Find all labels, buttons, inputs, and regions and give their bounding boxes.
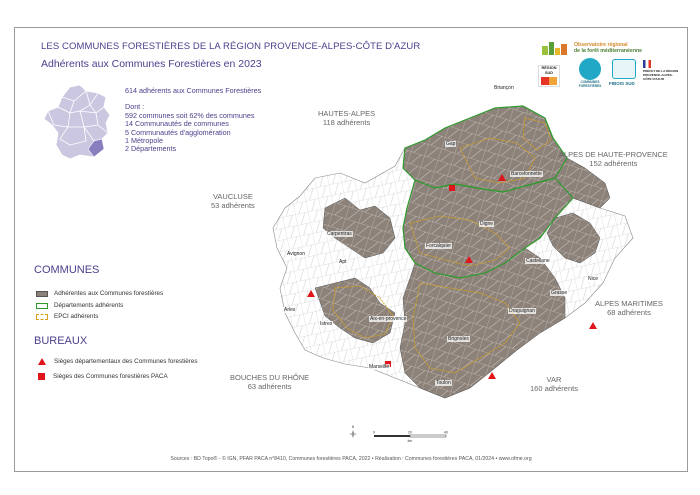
city-label-nice: Nice bbox=[588, 276, 599, 282]
map-title: LES COMMUNES FORESTIÈRES DE LA RÉGION PROVENCE-ALPES-CÔTE D'AZUR bbox=[41, 41, 421, 52]
triangle-icon bbox=[38, 358, 46, 365]
prefet-label: PRÉFET DE LA RÉGION PROVENCE-ALPES-CÔTE D'AZUR bbox=[643, 69, 679, 81]
legend-bureaux-heading: BUREAUX bbox=[34, 335, 88, 347]
legend-item-sieges-departementaux bbox=[36, 358, 198, 365]
dept-label-hautes-alpes bbox=[318, 109, 375, 127]
legend-swatch-green bbox=[36, 303, 48, 309]
scale-bar bbox=[372, 430, 450, 444]
footer-sources: Sources : BD Topo® - © IGN, PFAR PACA n°8410, Communes forestières PACA, 2022 • Réalisation : Communes forestières PACA, 01/2024 • www.ofme.org bbox=[170, 456, 532, 462]
legend-item-epci bbox=[36, 313, 98, 320]
paca-map bbox=[255, 88, 665, 418]
dept-count: 118 adhérents bbox=[322, 118, 371, 127]
scale-tick-20: 20 bbox=[408, 430, 412, 435]
city-label-avignon: Avignon bbox=[287, 251, 305, 257]
dept-count: 63 adhérents bbox=[247, 382, 292, 391]
city-label-gap: Gap bbox=[446, 141, 456, 147]
stats-dont: Dont : bbox=[125, 102, 145, 112]
city-label-marseille: Marseille bbox=[369, 364, 390, 370]
map-subtitle: Adhérents aux Communes Forestières en 2023 bbox=[41, 58, 262, 70]
city-label-digne: Digne bbox=[480, 221, 494, 227]
dept-label-bouches-du-rhone bbox=[230, 373, 309, 391]
dept-count: 160 adhérents bbox=[530, 384, 578, 393]
legend-swatch-grey bbox=[36, 291, 48, 297]
stats-line: 592 communes soit 62% des communes bbox=[125, 110, 255, 120]
fibois-logo bbox=[612, 59, 636, 79]
stats-total: 614 adhérents aux Communes Forestières bbox=[125, 86, 262, 95]
city-label-toulon: Toulon bbox=[436, 380, 451, 386]
stats-line: 2 Départements bbox=[125, 144, 177, 154]
dept-count: 68 adhérents bbox=[607, 308, 651, 317]
map-frame bbox=[14, 27, 688, 472]
dept-name: HAUTES-ALPES bbox=[318, 109, 376, 118]
legend-swatch-orange bbox=[36, 314, 48, 320]
scale-tick-0: 0 bbox=[373, 430, 375, 435]
legend-label: Adhérentes aux Communes forestières bbox=[54, 290, 164, 297]
dept-label-var bbox=[530, 375, 578, 393]
city-label-grasse: Grasse bbox=[551, 290, 568, 296]
dept-count: 53 adhérents bbox=[211, 201, 255, 210]
dept-count: 152 adhérents bbox=[589, 159, 638, 168]
city-label-arles: Arles bbox=[284, 307, 296, 313]
legend-label: Sièges départementaux des Communes forestières bbox=[54, 358, 198, 365]
city-label-istres: Istres bbox=[320, 321, 333, 327]
dept-name: BOUCHES DU RHÔNE bbox=[230, 373, 310, 382]
legend-item-departements bbox=[36, 302, 123, 309]
city-label-castellane: Castellane bbox=[526, 258, 550, 264]
scale-tick-40: 40 bbox=[444, 430, 448, 435]
communes-forestieres-label: COMMUNES FORESTIÈRES bbox=[578, 80, 602, 88]
legend-item-sieges-paca bbox=[36, 373, 168, 380]
compass-rose-icon bbox=[343, 424, 363, 444]
communes-forestieres-logo bbox=[579, 58, 601, 80]
city-label-forcalquier: Forcalquier bbox=[426, 243, 452, 249]
hautes-alpes-adherents bbox=[403, 106, 567, 192]
seat-square-gap bbox=[449, 185, 455, 191]
city-label-barcelonnette: Barcelonnette bbox=[511, 171, 542, 177]
city-label-draguignan: Draguignan bbox=[509, 308, 535, 314]
city-label-brignoles: Brignoles bbox=[448, 336, 469, 342]
legend-label: Départements adhérents bbox=[54, 302, 124, 309]
square-icon bbox=[38, 373, 45, 380]
observatoire-text bbox=[574, 42, 642, 54]
scale-unit: km bbox=[407, 439, 413, 443]
city-label-aix: Aix-en-provence bbox=[370, 316, 407, 322]
france-inset-map bbox=[40, 83, 120, 163]
dept-name: VAUCLUSE bbox=[212, 192, 253, 201]
dept-label-vaucluse bbox=[211, 192, 255, 210]
city-label-briancon: Briançon bbox=[494, 85, 514, 91]
dept-name: ALPES MARITIMES bbox=[595, 299, 663, 308]
city-label-carpentras: Carpentras bbox=[327, 231, 352, 237]
legend-communes-heading: COMMUNES bbox=[34, 264, 100, 276]
stats-line: 1 Métropole bbox=[125, 136, 163, 146]
stats-line: 14 Communautés de communes bbox=[125, 119, 229, 129]
region-sud-label: RÉGION SUD bbox=[541, 66, 557, 75]
stats-line: 5 Communautés d'agglomération bbox=[125, 127, 231, 137]
dept-label-alpes-haute-provence bbox=[559, 150, 668, 168]
compass-n: N bbox=[351, 425, 355, 429]
seat-triangle-nice bbox=[589, 322, 597, 329]
legend-item-adherentes bbox=[36, 290, 163, 297]
dept-name: VAR bbox=[546, 375, 562, 384]
legend-label: Sièges des Communes forestières PACA bbox=[53, 373, 168, 380]
legend-label: EPCI adhérents bbox=[54, 313, 99, 320]
observatoire-line1: Observatoire régional bbox=[574, 42, 628, 48]
city-label-apt: Apt bbox=[339, 259, 347, 265]
prefet-logo bbox=[643, 60, 651, 68]
dept-name: ALPES DE HAUTE-PROVENCE bbox=[559, 150, 668, 159]
fibois-label: FIBOIS SUD bbox=[609, 81, 635, 86]
observatoire-logo-icon bbox=[541, 40, 569, 56]
region-sud-logo bbox=[538, 65, 560, 87]
statistics-block bbox=[125, 87, 261, 154]
observatoire-line2: de la forêt méditerranéenne bbox=[574, 48, 643, 54]
dept-label-alpes-maritimes bbox=[595, 299, 663, 317]
seat-triangle-brignoles bbox=[488, 372, 496, 379]
